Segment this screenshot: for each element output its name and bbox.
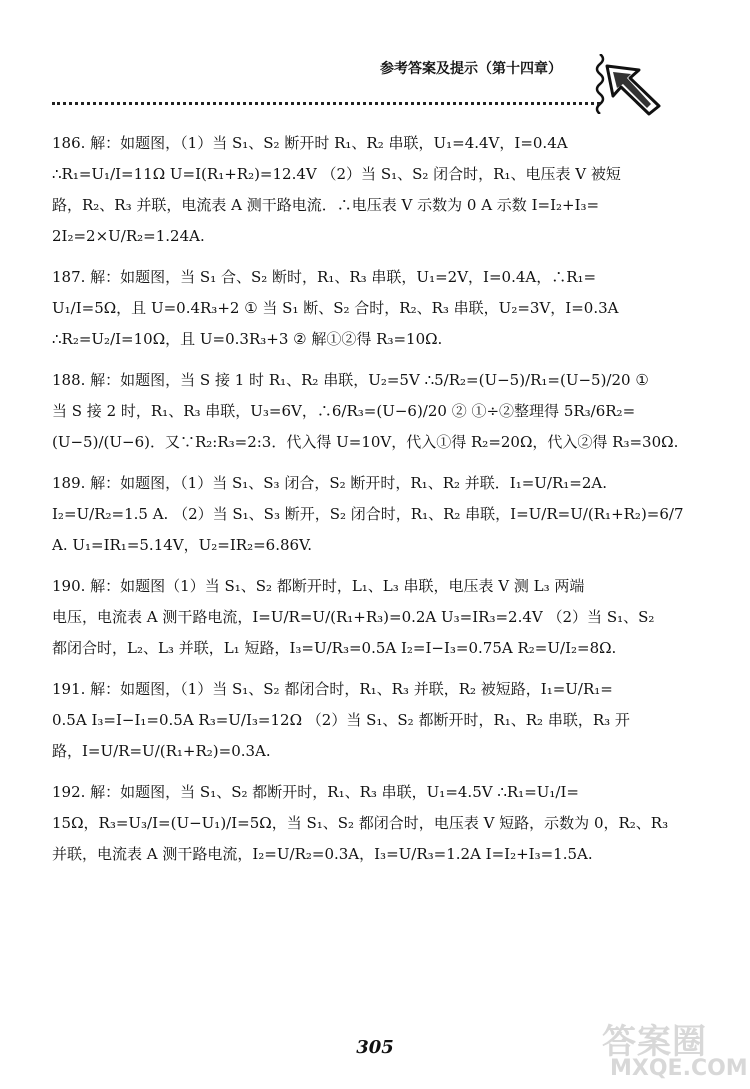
text-line: 电压，电流表 A 测干路电流，I=U/R=U/(R₁+R₃)=0.2A U₃=IR₃=2.4V （2）当 S₁、S₂ — [52, 608, 655, 626]
page-number: 305 — [356, 1037, 394, 1058]
text-line: 0.5A I₃=I−I₁=0.5A R₃=U/I₃=12Ω （2）当 S₁、S₂ 都断开时，R₁、R₂ 串联，R₃ 开 — [52, 711, 630, 729]
answer-content — [52, 128, 692, 880]
arrow-icon — [603, 60, 663, 118]
watermark — [602, 1014, 748, 1086]
chapter-title: 参考答案及提示（第十四章） — [380, 61, 562, 77]
text-line: (U−5)/(U−6)．又∵R₂:R₃=2:3．代入得 U=10V，代入①得 R₂=20Ω，代入②得 R₃=30Ω. — [52, 433, 679, 451]
text-line: ∴R₂=U₂/I=10Ω，且 U=0.3R₃+3 ② 解①②得 R₃=10Ω. — [52, 330, 443, 348]
text-line: 189. 解：如题图，（1）当 S₁、S₃ 闭合，S₂ 断开时，R₁、R₂ 并联．I₁=U/R₁=2A. — [52, 474, 607, 492]
text-line: 15Ω，R₃=U₃/I=(U−U₁)/I=5Ω，当 S₁、S₂ 都闭合时，电压表 V 短路，示数为 0，R₂、R₃ — [52, 814, 669, 832]
text-line: U₁/I=5Ω，且 U=0.4R₃+2 ① 当 S₁ 断、S₂ 合时，R₂、R₃ 串联，U₂=3V，I=0.3A — [52, 299, 619, 317]
text-line: ∴R₁=U₁/I=11Ω U=I(R₁+R₂)=12.4V （2）当 S₁、S₂ 闭合时，R₁、电压表 V 被短 — [52, 165, 621, 183]
header-dotted-rule — [52, 102, 600, 105]
text-line: I₂=U/R₂=1.5 A. （2）当 S₁、S₃ 断开，S₂ 闭合时，R₁、R₂ 串联，I=U/R=U/(R₁+R₂)=6/7 — [52, 505, 684, 523]
text-line: 187. 解：如题图，当 S₁ 合、S₂ 断时，R₁、R₃ 串联，U₁=2V，I=0.4A，∴R₁= — [52, 268, 597, 286]
text-line: 并联，电流表 A 测干路电流，I₂=U/R₂=0.3A，I₃=U/R₃=1.2A I=I₂+I₃=1.5A. — [52, 845, 593, 863]
text-line: 191. 解：如题图，（1）当 S₁、S₂ 都闭合时，R₁、R₃ 并联，R₂ 被短路，I₁=U/R₁= — [52, 680, 613, 698]
problem-190 — [52, 571, 692, 664]
problem-192 — [52, 777, 692, 870]
text-line: 188. 解：如题图，当 S 接 1 时 R₁、R₂ 串联，U₂=5V ∴5/R₂=(U−5)/R₁=(U−5)/20 ① — [52, 371, 649, 389]
text-line: 2I₂=2×U/R₂=1.24A. — [52, 227, 205, 245]
problem-189 — [52, 468, 692, 561]
text-line: 186. 解：如题图，（1）当 S₁、S₂ 断开时 R₁、R₂ 串联，U₁=4.4V，I=0.4A — [52, 134, 568, 152]
text-line: 路，R₂、R₃ 并联，电流表 A 测干路电流．∴电压表 V 示数为 0 A 示数 I=I₂+I₃= — [52, 196, 600, 214]
text-line: 190. 解：如题图（1）当 S₁、S₂ 都断开时，L₁、L₃ 串联，电压表 V 测 L₃ 两端 — [52, 577, 585, 595]
watermark-logo: 答案圈 — [602, 1022, 707, 1062]
problem-187 — [52, 262, 692, 355]
watermark-url: MXQE.COM — [610, 1056, 748, 1081]
text-line: 当 S 接 2 时，R₁、R₃ 串联，U₃=6V，∴6/R₃=(U−6)/20 ② ①÷②整理得 5R₃/6R₂= — [52, 402, 636, 420]
text-line: 都闭合时，L₂、L₃ 并联，L₁ 短路，I₃=U/R₃=0.5A I₂=I−I₃=0.75A R₂=U/I₂=8Ω. — [52, 639, 617, 657]
problem-191 — [52, 674, 692, 767]
text-line: A. U₁=IR₁=5.14V，U₂=IR₂=6.86V. — [52, 536, 313, 554]
problem-188 — [52, 365, 692, 458]
problem-186 — [52, 128, 692, 252]
text-line: 路，I=U/R=U/(R₁+R₂)=0.3A. — [52, 742, 271, 760]
page-header — [0, 0, 750, 120]
text-line: 192. 解：如题图，当 S₁、S₂ 都断开时，R₁、R₃ 串联，U₁=4.5V ∴R₁=U₁/I= — [52, 783, 579, 801]
